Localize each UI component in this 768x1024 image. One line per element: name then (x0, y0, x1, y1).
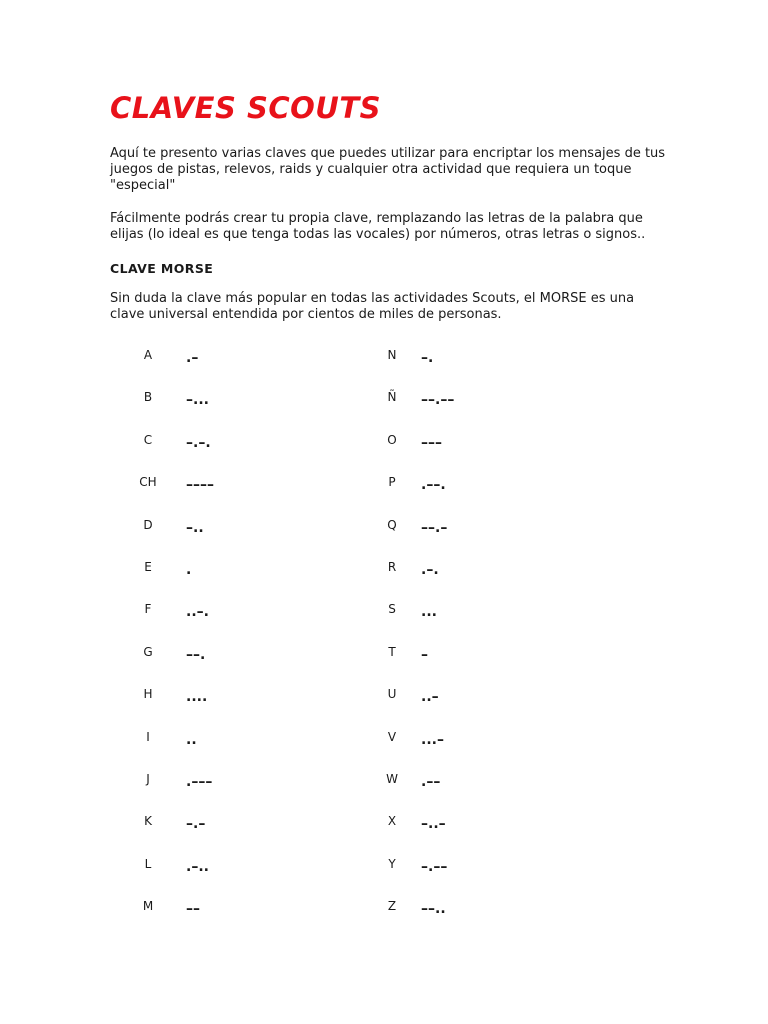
morse-letter: A (143, 348, 153, 362)
morse-letter: Y (388, 856, 396, 871)
morse-code: ––.. (421, 901, 446, 918)
page-title: CLAVES SCOUTS (110, 91, 382, 125)
morse-letter: Q (387, 517, 397, 532)
morse-row (0, 425, 768, 455)
morse-letter: Ñ (387, 390, 397, 405)
morse-code: –––– (186, 477, 214, 494)
morse-code: –.. (186, 519, 204, 536)
morse-code: ––.– (421, 519, 448, 536)
morse-letter: CH (139, 475, 157, 490)
morse-letter: C (143, 432, 153, 447)
morse-description: Sin duda la clave más popular en todas las actividades Scouts, el MORSE es una clave universal entendida por cientos de miles de personas. (110, 291, 635, 322)
morse-row (0, 764, 768, 794)
morse-letter: O (387, 432, 397, 447)
morse-row (0, 594, 768, 624)
morse-code: –. (421, 350, 434, 366)
morse-letter: F (144, 602, 152, 617)
morse-letter: H (143, 687, 153, 702)
morse-letter: D (143, 517, 153, 532)
section-heading-morse: CLAVE MORSE (110, 261, 214, 276)
tip-paragraph: Fácilmente podrás crear tu propia clave, remplazando las letras de la palabra que elijas (lo ideal es que tenga todas las vocales) por números, otras letras o signos.. (110, 211, 646, 242)
morse-letter: Z (387, 899, 397, 914)
morse-code: .–.. (186, 858, 209, 875)
morse-letter: I (146, 729, 150, 744)
morse-row (0, 849, 768, 879)
morse-code: ––. (186, 646, 206, 663)
morse-row (0, 510, 768, 540)
morse-code: –.– (186, 816, 206, 833)
morse-code: .. (186, 731, 197, 748)
morse-code: –.–. (186, 434, 211, 451)
morse-letter: S (388, 602, 396, 617)
morse-code: .... (186, 689, 208, 706)
morse-letter: W (386, 772, 398, 786)
morse-code-table (0, 340, 768, 940)
morse-code: ––– (421, 434, 442, 451)
morse-letter: M (142, 899, 154, 914)
morse-row (0, 382, 768, 412)
morse-letter: B (143, 390, 153, 405)
document-body (110, 88, 670, 323)
morse-code: ..–. (186, 604, 209, 621)
morse-row (0, 679, 768, 709)
morse-letter: T (388, 644, 396, 659)
morse-row (0, 467, 768, 497)
morse-letter: G (143, 644, 153, 659)
morse-code: .––– (186, 774, 213, 790)
morse-letter: N (387, 348, 397, 362)
morse-letter: U (387, 687, 397, 702)
morse-code: .–. (421, 562, 439, 578)
intro-paragraph: Aquí te presento varias claves que puedes utilizar para encriptar los mensajes de tus juegos de pistas, relevos, raids y cualquier otra actividad que requiera un toque "especial" (110, 146, 666, 193)
morse-code: .––. (421, 477, 446, 494)
morse-letter: R (387, 560, 397, 574)
morse-code: ... (421, 604, 437, 621)
morse-code: –.–– (421, 858, 448, 875)
morse-code: .– (186, 350, 199, 366)
morse-row (0, 722, 768, 752)
morse-letter: K (144, 814, 152, 829)
morse-letter: P (388, 475, 396, 490)
morse-code: . (186, 562, 192, 578)
morse-letter: V (387, 729, 397, 744)
morse-letter: X (387, 814, 397, 829)
morse-row (0, 637, 768, 667)
morse-code: ...– (421, 731, 444, 748)
morse-code: –... (186, 392, 209, 409)
morse-letter: J (146, 772, 150, 786)
morse-row (0, 806, 768, 836)
morse-row (0, 340, 768, 370)
morse-code: – (421, 646, 428, 663)
morse-code: –..– (421, 816, 446, 833)
morse-letter: E (144, 560, 152, 574)
morse-code: ..– (421, 689, 439, 706)
morse-code: –– (186, 901, 200, 918)
morse-code: ––.–– (421, 392, 455, 409)
morse-row (0, 552, 768, 582)
morse-row (0, 891, 768, 921)
morse-code: .–– (421, 774, 441, 790)
morse-letter: L (144, 856, 152, 871)
